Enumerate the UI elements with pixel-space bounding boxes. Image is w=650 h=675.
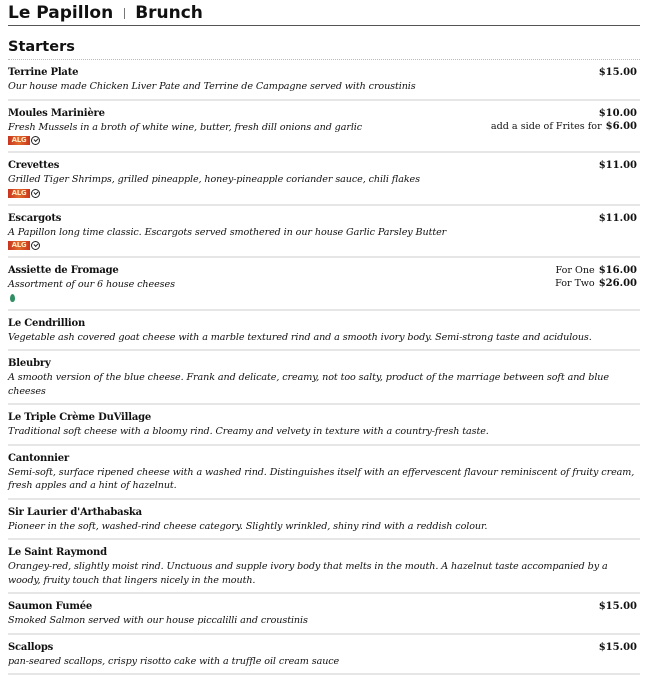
item-name: Escargots [8,212,589,226]
price-two: $26.00 [599,278,637,289]
item-description: A smooth version of the blue cheese. Frank and delicate, creamy, not too salty, product of the marriage between soft and blue cheeses [8,371,640,398]
item-name: Cantonnier [8,452,640,466]
item-name: Scallops [8,641,589,655]
item-description: Grilled Tiger Shrimps, grilled pineapple, honey-pineapple coriander sauce, chili flakes [8,173,589,187]
price-two-label: For Two [555,278,595,289]
item-description: A Papillon long time classic. Escargots served smothered in our house Garlic Parsley Butter [8,226,589,240]
item-description: Semi-soft, surface ripened cheese with a washed rind. Distinguishes itself with an effervescent flavour reminiscent of fruity cream, fresh apples and a hint of hazelnut. [8,466,640,493]
header-separator [124,8,125,19]
menu-item [8,500,640,541]
item-description: Orangey-red, slightly moist rind. Unctuous and supple ivory body that melts in the mouth. A hazelnut taste accompanied by a woody, fruity touch that lingers nicely in the mouth. [8,560,640,587]
item-description: Smoked Salmon served with our house piccalilli and croustinis [8,614,589,628]
menu-name: Brunch [135,3,203,23]
item-description: pan-seared scallops, crispy risotto cake with a truffle oil cream sauce [8,655,589,669]
item-name: Le Cendrillion [8,317,640,331]
check-circle-icon [31,189,40,198]
item-description: Traditional soft cheese with a bloomy rind. Creamy and velvety in texture with a country-fresh taste. [8,425,640,439]
item-name: Crevettes [8,159,589,173]
menu-item [8,540,640,594]
menu-item [8,101,640,154]
item-description: Fresh Mussels in a broth of white wine, butter, fresh dill onions and garlic [8,121,481,135]
menu-item [8,258,640,311]
item-description: Vegetable ash covered goat cheese with a marble textured rind and a smooth ivory body. Semi-strong taste and acidulous. [8,331,640,345]
check-circle-icon [31,136,40,145]
allergen-badge-icon: ALG [8,189,30,198]
item-name: Assiette de Fromage [8,264,545,278]
item-name: Sir Laurier d'Arthabaska [8,506,640,520]
item-name: Le Triple Crème DuVillage [8,411,640,425]
menu-item [8,60,640,101]
item-price: $10.00 [599,108,637,119]
item-name: Saumon Fumée [8,600,589,614]
item-price: $11.00 [599,213,637,224]
menu-item [8,635,640,675]
item-name: Bleubry [8,357,640,371]
item-name: Terrine Plate [8,66,589,80]
check-circle-icon [31,241,40,250]
price-one-label: For One [555,265,594,276]
extra-price: $6.00 [606,121,637,132]
menu-item [8,351,640,405]
page-header [8,0,640,26]
item-description: Our house made Chicken Liver Pate and Terrine de Campagne served with croustinis [8,80,589,94]
menu-item [8,206,640,259]
allergen-badge-icon: ALG [8,241,30,250]
item-name: Moules Marinière [8,107,481,121]
item-name: Le Saint Raymond [8,546,640,560]
menu-item [8,153,640,206]
menu-item [8,594,640,635]
allergen-badge-icon: ALG [8,136,30,145]
section-title: Starters [8,39,640,60]
item-description: Assortment of our 6 house cheeses [8,278,545,292]
extra-label: add a side of Frites for [491,121,602,132]
menu-item [8,311,640,352]
item-price: $15.00 [599,642,637,653]
item-description: Pioneer in the soft, washed-rind cheese category. Slightly wrinkled, shiny rind with a reddish colour. [8,520,640,534]
price-one: $16.00 [599,265,637,276]
restaurant-name: Le Papillon [8,3,113,23]
item-price: $11.00 [599,160,637,171]
menu-item [8,405,640,446]
item-price: $15.00 [599,67,637,78]
item-price: $15.00 [599,601,637,612]
menu-item [8,446,640,500]
vegetarian-leaf-icon [10,294,15,302]
